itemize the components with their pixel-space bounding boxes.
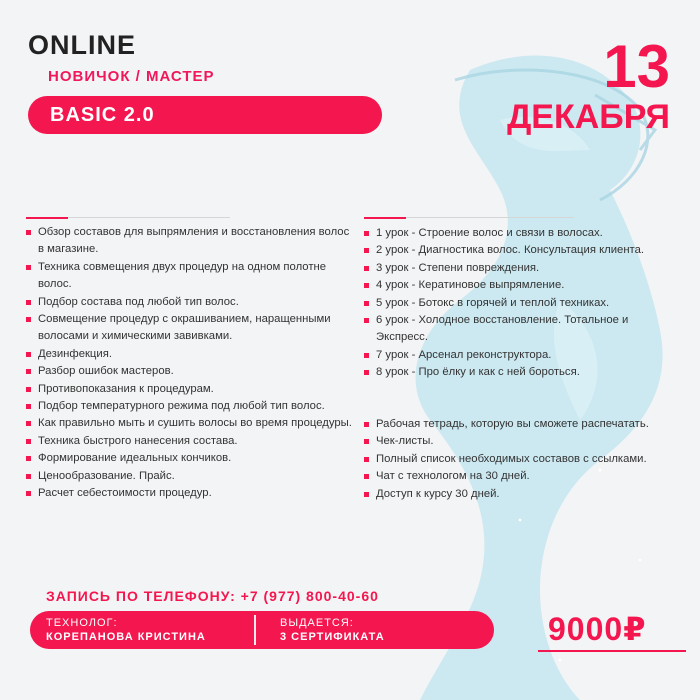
list-item-text: Противопоказания к процедурам. — [38, 382, 214, 395]
list-item-text: Техника совмещения двух процедур на одном полотне волос. — [38, 260, 327, 291]
technologist-block — [30, 616, 254, 645]
list-item — [26, 363, 354, 380]
phone-signup[interactable]: ЗАПИСЬ ПО ТЕЛЕФОНУ: +7 (977) 800-40-60 — [46, 588, 379, 604]
date-day: 13 — [603, 33, 670, 100]
issued-label: ВЫДАЕТСЯ: — [280, 616, 354, 629]
bullet-icon — [26, 265, 31, 270]
lessons-list — [364, 225, 680, 382]
bullet-icon — [26, 300, 31, 305]
right-divider — [364, 217, 574, 218]
list-item — [364, 364, 680, 381]
list-item-text: 2 урок - Диагностика волос. Консультация клиента. — [376, 244, 645, 257]
list-item — [364, 242, 680, 259]
list-item — [26, 311, 354, 346]
list-item — [364, 433, 690, 450]
issued-value: 3 СЕРТИФИКАТА — [280, 630, 385, 643]
bullet-icon — [364, 283, 369, 288]
list-item — [26, 468, 354, 485]
list-item-text: Техника быстрого нанесения состава. — [38, 434, 238, 447]
list-item — [364, 225, 680, 242]
bullet-icon — [26, 369, 31, 374]
issued-block — [256, 616, 488, 645]
technologist-label: ТЕХНОЛОГ: — [46, 616, 118, 629]
page-title: ONLINE — [28, 30, 137, 60]
technologist-name: КОРЕПАНОВА КРИСТИНА — [46, 630, 206, 643]
bullet-icon — [26, 317, 31, 322]
list-item — [364, 416, 690, 433]
bullet-icon — [26, 230, 31, 235]
bullet-icon — [364, 370, 369, 375]
list-item-text: Разбор ошибок мастеров. — [38, 365, 174, 378]
list-item — [26, 224, 354, 259]
bullet-icon — [364, 492, 369, 497]
bullet-icon — [364, 474, 369, 479]
list-item — [364, 486, 690, 503]
course-name: BASIC 2.0 — [50, 103, 155, 126]
list-item — [364, 260, 680, 277]
list-item-text: Подбор температурного режима под любой тип волос. — [38, 400, 325, 413]
list-item-text: Как правильно мыть и сушить волосы во время процедуры. — [38, 417, 352, 430]
price-underline — [538, 650, 686, 652]
list-item — [364, 312, 680, 347]
list-item-text: 8 урок - Про ёлку и как с ней бороться. — [376, 366, 580, 379]
list-item-text: 5 урок - Ботокс в горячей и теплой техниках. — [376, 296, 610, 309]
audience-subtitle: НОВИЧОК / МАСТЕР — [48, 68, 215, 85]
list-item-text: 3 урок - Степени повреждения. — [376, 261, 540, 274]
list-item — [26, 398, 354, 415]
bonuses-list — [364, 416, 690, 503]
list-item — [364, 468, 690, 485]
bullet-icon — [364, 248, 369, 253]
bullet-icon — [364, 353, 369, 358]
list-item-text: Расчет себестоимости процедур. — [38, 487, 212, 500]
bullet-icon — [26, 456, 31, 461]
list-item — [364, 295, 680, 312]
list-item — [26, 381, 354, 398]
list-item-text: Чек-листы. — [376, 435, 434, 448]
list-item-text: Доступ к курсу 30 дней. — [376, 487, 500, 500]
list-item-text: Совмещение процедур с окрашиванием, наращенными волосами и химическими завивками. — [38, 313, 331, 343]
list-item-text: Полный список необходимых составов с ссылками. — [376, 452, 647, 465]
list-item — [26, 433, 354, 450]
bullet-icon — [364, 266, 369, 271]
bullet-icon — [26, 474, 31, 479]
list-item — [26, 485, 354, 502]
list-item-text: 4 урок - Кератиновое выпрямление. — [376, 279, 565, 292]
list-item-text: 7 урок - Арсенал реконструктора. — [376, 348, 552, 361]
footer-bar — [30, 611, 494, 649]
list-item-text: Подбор состава под любой тип волос. — [38, 295, 239, 308]
bullet-icon — [364, 318, 369, 323]
bullet-icon — [364, 231, 369, 236]
list-item-text: Формирование идеальных кончиков. — [38, 452, 232, 465]
date-month: ДЕКАБРЯ — [507, 98, 670, 136]
list-item-text: 6 урок - Холодное восстановление. Тотальное и Экспресс. — [376, 314, 629, 344]
bullet-icon — [364, 422, 369, 427]
bullet-icon — [364, 301, 369, 306]
list-item — [26, 294, 354, 311]
bullet-icon — [364, 439, 369, 444]
list-item — [26, 259, 354, 294]
list-item — [364, 451, 690, 468]
list-item — [364, 347, 680, 364]
list-item-text: 1 урок - Строение волос и связи в волосах. — [376, 227, 603, 239]
left-divider — [26, 217, 230, 218]
bullet-icon — [26, 439, 31, 444]
list-item — [26, 346, 354, 363]
list-item-text: Ценообразование. Прайс. — [38, 469, 175, 482]
list-item-text: Дезинфекция. — [38, 347, 112, 360]
bullet-icon — [26, 421, 31, 426]
footer-separator — [254, 615, 256, 645]
list-item-text: Рабочая тетрадь, которую вы сможете распечатать. — [376, 418, 649, 430]
list-item-text: Обзор составов для выпрямления и восстановления волос в магазине. — [38, 226, 350, 256]
list-item-text: Чат с технологом на 30 дней. — [376, 470, 530, 483]
list-item — [26, 415, 354, 432]
bullet-icon — [364, 457, 369, 462]
bullet-icon — [26, 404, 31, 409]
list-item — [26, 450, 354, 467]
bullet-icon — [26, 387, 31, 392]
bullet-icon — [26, 352, 31, 357]
list-item — [364, 277, 680, 294]
bullet-icon — [26, 491, 31, 496]
price: 9000₽ — [548, 611, 647, 647]
topics-list — [26, 224, 354, 503]
